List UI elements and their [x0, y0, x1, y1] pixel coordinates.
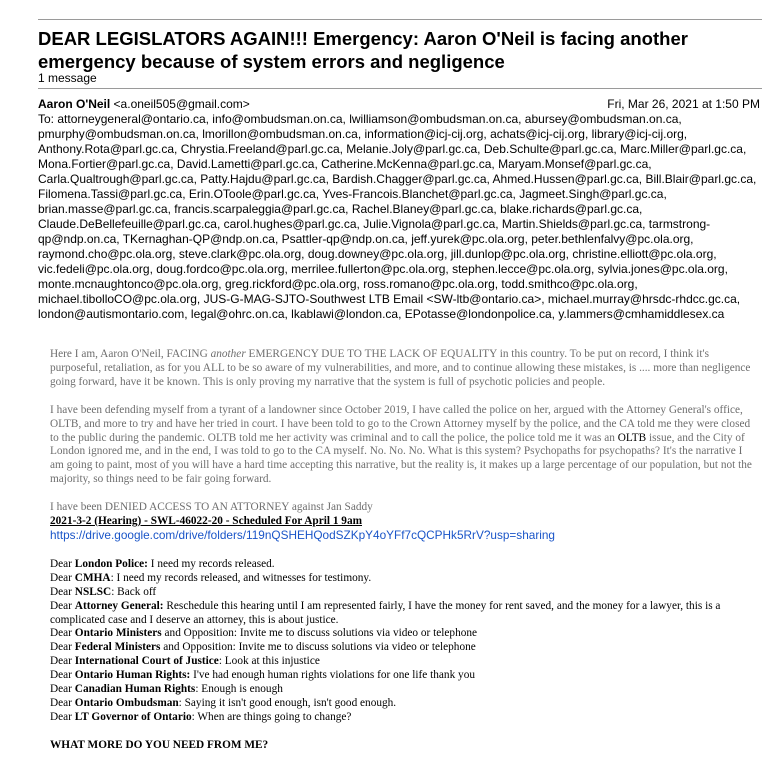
body-text: Here I am, Aaron O'Neil, FACING [50, 348, 211, 360]
dear-request: : I need my records released, and witnesses for testimony. [110, 571, 372, 584]
from-row [38, 97, 760, 112]
dear-list [50, 558, 758, 725]
dear-prefix: Dear [50, 655, 75, 668]
dear-prefix: Dear [50, 599, 75, 612]
dear-addressee: Ontario Human Rights: [74, 669, 191, 682]
body-text: issue, and the City of London ignored me, and in the end, I was told to go to the CA myself. No. No. No. What is this system? Psychopaths for psychopaths? It's the narrative I am going to paint, most of you will have a hard time accepting this narrative, but the reality is, it makes up a large percentage of our population, but not the majority, so things need to be fair going forward. [50, 431, 752, 486]
dear-item [50, 683, 758, 697]
dear-request: : Enough is enough [195, 683, 283, 696]
dear-prefix: Dear [50, 585, 75, 598]
message-header [38, 97, 760, 322]
message-date: Fri, Mar 26, 2021 at 1:50 PM [607, 97, 760, 111]
hearing-title: 2021-3-2 (Hearing) - SWL-46022-20 - Scheduled For April 1 9am [50, 515, 363, 528]
emphasis-text: another [210, 348, 246, 360]
body-paragraph-1 [50, 348, 758, 390]
dear-request: : Look at this injustice [218, 655, 320, 668]
dear-request: I've had enough human rights violations for one life thank you [190, 669, 475, 682]
dear-request: and Opposition: Invite me to discuss solutions via video or telephone [160, 641, 476, 654]
dear-item [50, 558, 758, 572]
dear-item [50, 586, 758, 600]
dear-addressee: CMHA [74, 571, 111, 584]
dear-request: Reschedule this hearing until I am represented fairly, I have the money for rent saved, and the money for a lawyer, this is a complicated case and I deserve an attorney, this is about justice. [50, 599, 721, 626]
dear-prefix: Dear [50, 696, 75, 709]
dear-prefix: Dear [50, 571, 75, 584]
message-body [50, 348, 758, 753]
dear-item [50, 711, 758, 725]
body-text: EMERGENCY DUE TO THE LACK OF EQUALITY in this country. To be put on record, I think it's purposeful, retaliation, as for you ALL to be so aware of my vulnerabilities, and more, and to continue allowing these mistakes, is .... more than negligence going forward, have it be known. This is only proving my narrative that the system is full of psychotic policies and people. [50, 348, 751, 388]
dear-item [50, 641, 758, 655]
top-divider [38, 19, 762, 20]
dear-addressee: Canadian Human Rights [74, 683, 196, 696]
dear-prefix: Dear [50, 627, 75, 640]
sender [38, 97, 250, 112]
drive-link[interactable]: https://drive.google.com/drive/folders/119nQSHEHQodSZKpY4oYFf7cQCPHk5RrV?usp=sharing [50, 527, 555, 542]
dear-addressee: Federal Ministers [74, 641, 161, 654]
dear-addressee: Ontario Ministers [74, 627, 162, 640]
dear-prefix: Dear [50, 669, 75, 682]
dear-prefix: Dear [50, 710, 75, 723]
drive-link-line [50, 529, 758, 544]
dear-addressee: International Court of Justice [74, 655, 219, 668]
dear-request: and Opposition: Invite me to discuss solutions via video or telephone [161, 627, 478, 640]
dear-addressee: Ontario Ombudsman [74, 696, 179, 709]
dear-item [50, 697, 758, 711]
dear-item [50, 600, 758, 628]
sender-email[interactable]: <a.oneil505@gmail.com> [113, 97, 250, 111]
dear-prefix: Dear [50, 641, 75, 654]
recipients [38, 112, 760, 322]
dear-addressee: NSLSC [74, 585, 112, 598]
email-subject: DEAR LEGISLATORS AGAIN!!! Emergency: Aaron O'Neil is facing another emergency because of system errors and negligence [38, 28, 688, 72]
dear-item [50, 572, 758, 586]
dear-prefix: Dear [50, 683, 75, 696]
dear-item [50, 627, 758, 641]
denied-line: I have been DENIED ACCESS TO AN ATTORNEY against Jan Saddy [50, 501, 373, 514]
message-count: 1 message [38, 71, 97, 85]
dear-request: : Back off [111, 585, 157, 598]
hearing-line [50, 515, 758, 529]
dear-addressee: LT Governor of Ontario [74, 710, 192, 723]
dear-item [50, 669, 758, 683]
header-divider [38, 88, 762, 89]
body-text: I have been defending myself from a tyrant of a landowner since October 2019, I have called the police on her, argued with the Attorney General's office, OLTB, and more to try and have her tried in court. I have been told to go to the Crown Attorney myself by the police, and the CA told me they were closed to the public during the pandemic. OLTB told me her activity was criminal and to call the police, the police told me it was an [50, 403, 751, 444]
dear-request: I need my records released. [147, 557, 275, 570]
to-label: To: [38, 112, 55, 126]
body-paragraph-2 [50, 404, 758, 487]
sender-name[interactable]: Aaron O'Neil [38, 97, 111, 111]
dear-addressee: London Police: [74, 557, 148, 570]
dear-prefix: Dear [50, 557, 75, 570]
dear-item [50, 655, 758, 669]
dear-addressee: Attorney General: [74, 599, 164, 612]
olt-text: OLTB [617, 431, 647, 444]
dear-request: : Saying it isn't good enough, isn't good enough. [178, 696, 397, 709]
dear-request: : When are things going to change? [191, 710, 352, 723]
recipient-list: attorneygeneral@ontario.ca, info@ombudsman.on.ca, lwilliamson@ombudsman.on.ca, abursey@ombudsman.on.ca, pmurphy@ombudsman.on.ca, lmorillon@ombudsman.on.ca, information@icj-cij.org, achats@icj-cij.org, library@icj-cij.org, Anthony.Rota@parl.gc.ca, Chrystia.Freeland@parl.gc.ca, Melanie.Joly@parl.gc.ca, Deb.Schulte@parl.gc.ca, Marc.Miller@parl.gc.ca, Mona.Fortier@parl.gc.ca, David.Lametti@parl.gc.ca, Catherine.McKenna@parl.gc.ca, Maryam.Monsef@parl.gc.ca, Carla.Qualtrough@parl.gc.ca, Patty.Hajdu@parl.gc.ca, Bardish.Chagger@parl.gc.ca, Ahmed.Hussen@parl.gc.ca, Bill.Blair@parl.gc.ca, Filomena.Tassi@parl.gc.ca, Erin.OToole@parl.gc.ca, Yves-Francois.Blanchet@parl.gc.ca, Jagmeet.Singh@parl.gc.ca, brian.masse@parl.gc.ca, francis.scarpaleggia@parl.gc.ca, Rachel.Blaney@parl.gc.ca, blake.richards@parl.gc.ca, Claude.DeBellefeuille@parl.gc.ca, carol.hughes@parl.gc.ca, Julie.Vignola@parl.gc.ca, Martin.Shields@parl.gc.ca, tarmstrong-qp@ndp.on.ca, TKernaghan-QP@ndp.on.ca, Psattler-qp@ndp.on.ca, jeff.yurek@pc.ola.org, peter.bethlenfalvy@pc.ola.org, raymond.cho@pc.ola.org, steve.clark@pc.ola.org, doug.downey@pc.ola.org, jill.dunlop@pc.ola.org, christine.elliott@pc.ola.org, vic.fedeli@pc.ola.org, doug.fordco@pc.ola.org, merrilee.fullerton@pc.ola.org, stephen.lecce@pc.ola.org, sylvia.jones@pc.ola.org, monte.mcnaughtonco@pc.ola.org, greg.rickford@pc.ola.org, ross.romano@pc.ola.org, todd.smithco@pc.ola.org, michael.tibolloCO@pc.ola.org, JUS-G-MAG-SJTO-Southwest LTB Email <SW-ltb@ontario.ca>, michael.murray@hrsdc-rhdcc.gc.ca, london@autismontario.com, legal@ohrc.on.ca, lkablawi@london.ca, EPotasse@londonpolice.ca, y.lammers@cmhamiddlesex.ca [38, 112, 757, 321]
closing-question: WHAT MORE DO YOU NEED FROM ME? [50, 738, 269, 751]
